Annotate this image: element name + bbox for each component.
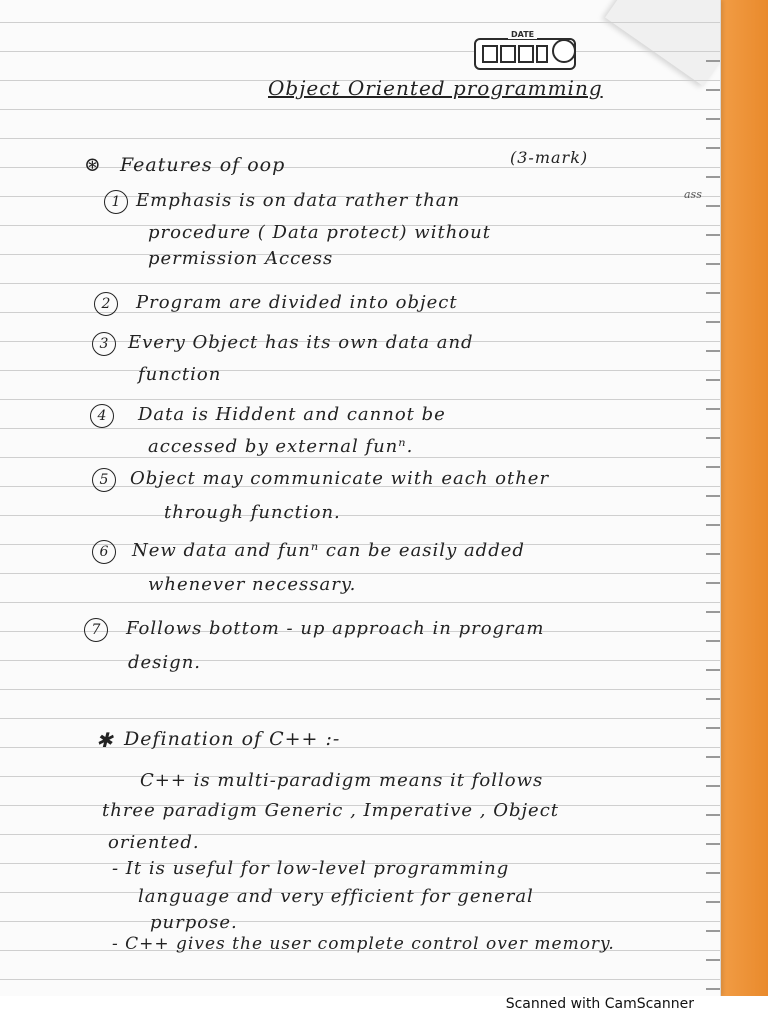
edge-mark xyxy=(706,582,720,584)
item-line: accessed by external funⁿ. xyxy=(148,436,414,457)
item-number: 4 xyxy=(90,404,114,428)
edge-mark xyxy=(706,495,720,497)
ruling-line xyxy=(0,22,720,23)
edge-mark xyxy=(706,524,720,526)
edge-mark xyxy=(706,466,720,468)
page-title: Object Oriented programming xyxy=(268,76,603,100)
definition-line: C++ is multi-paradigm means it follows xyxy=(140,770,544,791)
ruling-line xyxy=(0,573,720,574)
edge-mark xyxy=(706,350,720,352)
date-label: DATE xyxy=(508,30,537,39)
edge-mark xyxy=(706,785,720,787)
ruling-line xyxy=(0,109,720,110)
margin-note: ass xyxy=(684,188,702,201)
edge-mark xyxy=(706,321,720,323)
edge-mark xyxy=(706,234,720,236)
item-number: 3 xyxy=(92,332,116,356)
date-cell xyxy=(500,45,516,63)
ruling-line xyxy=(0,979,720,980)
edge-mark xyxy=(706,901,720,903)
item-number: 6 xyxy=(92,540,116,564)
date-cell xyxy=(536,45,548,63)
definition-line: - It is useful for low-level programming xyxy=(112,858,510,879)
item-number: 2 xyxy=(94,292,118,316)
date-box xyxy=(474,30,576,66)
edge-mark xyxy=(706,756,720,758)
edge-mark xyxy=(706,292,720,294)
ruling-line xyxy=(0,515,720,516)
ruling-line xyxy=(0,254,720,255)
item-line: Emphasis is on data rather than xyxy=(136,190,461,211)
edge-mark xyxy=(706,669,720,671)
item-line: function xyxy=(138,364,222,385)
ruling-line xyxy=(0,660,720,661)
edge-mark xyxy=(706,872,720,874)
ruling-line xyxy=(0,718,720,719)
item-line: Program are divided into object xyxy=(136,292,458,313)
section1-marks: (3-mark) xyxy=(510,148,589,167)
edge-mark xyxy=(706,727,720,729)
edge-mark xyxy=(706,437,720,439)
item-line: procedure ( Data protect) without xyxy=(148,222,491,243)
item-line: New data and funⁿ can be easily added xyxy=(132,540,525,561)
section2-heading: Defination of C++ :- xyxy=(124,728,341,750)
definition-line: language and very efficient for general xyxy=(138,886,534,907)
item-number: 5 xyxy=(92,468,116,492)
edge-mark xyxy=(706,60,720,62)
section2-star: ✱ xyxy=(96,728,114,752)
page-curl xyxy=(605,0,721,86)
edge-mark xyxy=(706,814,720,816)
item-line: Object may communicate with each other xyxy=(130,468,550,489)
item-line: permission Access xyxy=(148,248,334,269)
edge-mark xyxy=(706,930,720,932)
footer xyxy=(0,996,768,1024)
ruling-line xyxy=(0,138,720,139)
edge-mark xyxy=(706,408,720,410)
edge-mark xyxy=(706,640,720,642)
edge-mark xyxy=(706,263,720,265)
edge-mark xyxy=(706,205,720,207)
edge-mark xyxy=(706,698,720,700)
item-line: design. xyxy=(128,652,202,673)
edge-mark xyxy=(706,118,720,120)
edge-mark xyxy=(706,988,720,990)
ruling-line xyxy=(0,283,720,284)
edge-mark xyxy=(706,611,720,613)
edge-mark xyxy=(706,176,720,178)
section1-star: ⊛ xyxy=(84,152,102,176)
definition-line: three paradigm Generic , Imperative , Object xyxy=(102,800,560,821)
section1-heading: Features of oop xyxy=(120,154,286,176)
item-number: 1 xyxy=(104,190,128,214)
date-cell xyxy=(482,45,498,63)
edge-mark xyxy=(706,147,720,149)
date-circle xyxy=(552,39,576,63)
item-line: Every Object has its own data and xyxy=(128,332,474,353)
ruling-line xyxy=(0,428,720,429)
edge-mark xyxy=(706,959,720,961)
ruling-line xyxy=(0,399,720,400)
ruling-line xyxy=(0,167,720,168)
item-line: whenever necessary. xyxy=(148,574,357,595)
item-number: 7 xyxy=(84,618,108,642)
ruling-line xyxy=(0,921,720,922)
edge-mark xyxy=(706,553,720,555)
definition-line: purpose. xyxy=(150,912,238,933)
edge-mark xyxy=(706,843,720,845)
edge-mark xyxy=(706,89,720,91)
scanner-watermark: Scanned with CamScanner xyxy=(505,996,694,1012)
ruling-line xyxy=(0,602,720,603)
edge-mark xyxy=(706,379,720,381)
definition-line: oriented. xyxy=(108,832,200,853)
item-line: through function. xyxy=(164,502,341,523)
ruling-line xyxy=(0,457,720,458)
item-line: Data is Hiddent and cannot be xyxy=(138,404,446,425)
ruling-line xyxy=(0,689,720,690)
date-cell xyxy=(518,45,534,63)
definition-line: - C++ gives the user complete control over memory. xyxy=(112,934,615,954)
ruling-line xyxy=(0,370,720,371)
ruling-line xyxy=(0,51,720,52)
item-line: Follows bottom - up approach in program xyxy=(126,618,545,639)
